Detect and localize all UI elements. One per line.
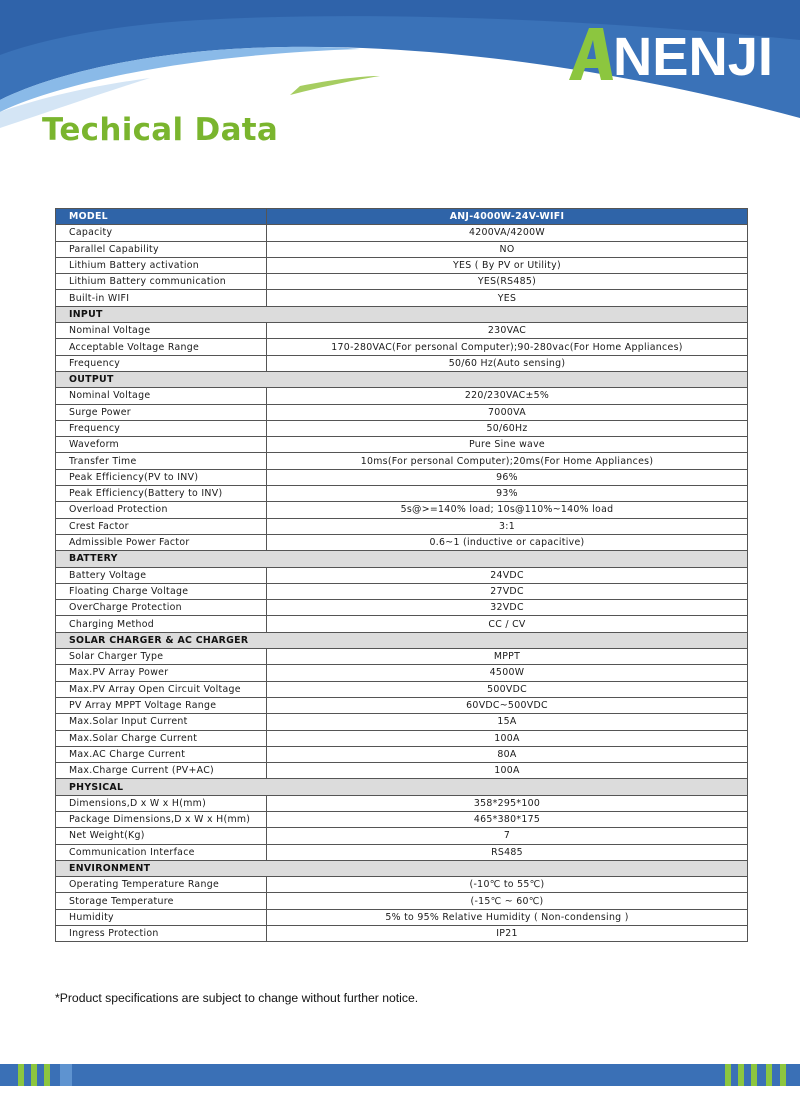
spec-value: 4200VA/4200W (267, 225, 748, 241)
spec-value: 32VDC (267, 600, 748, 616)
spec-row (56, 241, 748, 257)
spec-row (56, 877, 748, 893)
anenji-logo (569, 28, 775, 80)
spec-label: Charging Method (56, 616, 267, 632)
spec-value: 10ms(For personal Computer);20ms(For Home Appliances) (267, 453, 748, 469)
spec-label: Max.PV Array Power (56, 665, 267, 681)
section-title: PHYSICAL (56, 779, 748, 795)
section-header-row (56, 371, 748, 387)
spec-label: Operating Temperature Range (56, 877, 267, 893)
spec-value: (-15℃ ~ 60℃) (267, 893, 748, 909)
spec-row (56, 926, 748, 942)
spec-row (56, 437, 748, 453)
spec-row (56, 681, 748, 697)
page-title: Techical Data (42, 112, 279, 148)
spec-value: 220/230VAC±5% (267, 388, 748, 404)
section-title: SOLAR CHARGER & AC CHARGER (56, 632, 748, 648)
spec-row (56, 844, 748, 860)
model-value: ANJ-4000W-24V-WIFI (267, 209, 748, 225)
spec-row (56, 649, 748, 665)
spec-value: 60VDC~500VDC (267, 697, 748, 713)
spec-label: Transfer Time (56, 453, 267, 469)
spec-value: 100A (267, 730, 748, 746)
section-header-row (56, 860, 748, 876)
spec-row (56, 811, 748, 827)
spec-row (56, 534, 748, 550)
spec-row (56, 730, 748, 746)
spec-label: Package Dimensions,D x W x H(mm) (56, 811, 267, 827)
spec-value: 170-280VAC(For personal Computer);90-280vac(For Home Appliances) (267, 339, 748, 355)
spec-label: Crest Factor (56, 518, 267, 534)
spec-label: Humidity (56, 909, 267, 925)
spec-row (56, 600, 748, 616)
spec-label: Surge Power (56, 404, 267, 420)
spec-label: Max.Solar Charge Current (56, 730, 267, 746)
spec-row (56, 714, 748, 730)
spec-row (56, 469, 748, 485)
section-header-row (56, 632, 748, 648)
spec-row (56, 225, 748, 241)
spec-label: Peak Efficiency(PV to INV) (56, 469, 267, 485)
footer-band (0, 1064, 800, 1086)
spec-label: Nominal Voltage (56, 323, 267, 339)
spec-row (56, 665, 748, 681)
spec-label: Built-in WIFI (56, 290, 267, 306)
spec-label: Ingress Protection (56, 926, 267, 942)
spec-label: Admissible Power Factor (56, 534, 267, 550)
section-title: INPUT (56, 306, 748, 322)
spec-value: 7 (267, 828, 748, 844)
spec-value: 500VDC (267, 681, 748, 697)
spec-value: 50/60Hz (267, 420, 748, 436)
section-header-row (56, 779, 748, 795)
spec-label: Lithium Battery activation (56, 257, 267, 273)
spec-label: Battery Voltage (56, 567, 267, 583)
spec-row (56, 567, 748, 583)
spec-row (56, 763, 748, 779)
spec-row (56, 339, 748, 355)
spec-label: Parallel Capability (56, 241, 267, 257)
spec-value: 24VDC (267, 567, 748, 583)
spec-value: 93% (267, 486, 748, 502)
spec-row (56, 697, 748, 713)
spec-row (56, 616, 748, 632)
spec-value: 5% to 95% Relative Humidity ( Non-condensing ) (267, 909, 748, 925)
spec-value: 5s@>=140% load; 10s@110%~140% load (267, 502, 748, 518)
spec-row (56, 502, 748, 518)
footnote: *Product specifications are subject to change without further notice. (55, 991, 419, 1005)
spec-value: 0.6~1 (inductive or capacitive) (267, 534, 748, 550)
spec-value: 7000VA (267, 404, 748, 420)
spec-label: Communication Interface (56, 844, 267, 860)
spec-value: NO (267, 241, 748, 257)
section-title: ENVIRONMENT (56, 860, 748, 876)
spec-row (56, 746, 748, 762)
spec-label: PV Array MPPT Voltage Range (56, 697, 267, 713)
spec-label: Nominal Voltage (56, 388, 267, 404)
spec-row (56, 420, 748, 436)
spec-value: MPPT (267, 649, 748, 665)
spec-value: 230VAC (267, 323, 748, 339)
section-header-row (56, 551, 748, 567)
spec-row (56, 388, 748, 404)
spec-row (56, 404, 748, 420)
spec-label: Waveform (56, 437, 267, 453)
spec-table (55, 208, 748, 942)
spec-label: Overload Protection (56, 502, 267, 518)
spec-label: MODEL (56, 209, 267, 225)
spec-label: Lithium Battery communication (56, 274, 267, 290)
spec-value: 27VDC (267, 583, 748, 599)
spec-label: Floating Charge Voltage (56, 583, 267, 599)
spec-value: 80A (267, 746, 748, 762)
spec-value: RS485 (267, 844, 748, 860)
spec-value: IP21 (267, 926, 748, 942)
spec-label: Max.Charge Current (PV+AC) (56, 763, 267, 779)
spec-label: Max.AC Charge Current (56, 746, 267, 762)
spec-label: Frequency (56, 355, 267, 371)
spec-row (56, 257, 748, 273)
section-title: BATTERY (56, 551, 748, 567)
spec-value: 96% (267, 469, 748, 485)
spec-row (56, 795, 748, 811)
spec-label: Net Weight(Kg) (56, 828, 267, 844)
spec-row (56, 486, 748, 502)
spec-row (56, 893, 748, 909)
spec-label: Acceptable Voltage Range (56, 339, 267, 355)
spec-label: Capacity (56, 225, 267, 241)
spec-row (56, 909, 748, 925)
spec-value: 465*380*175 (267, 811, 748, 827)
model-row (56, 209, 748, 225)
spec-row (56, 274, 748, 290)
spec-label: Peak Efficiency(Battery to INV) (56, 486, 267, 502)
svg-text:NENJI: NENJI (613, 28, 773, 80)
spec-label: Solar Charger Type (56, 649, 267, 665)
spec-label: Storage Temperature (56, 893, 267, 909)
spec-value: YES(RS485) (267, 274, 748, 290)
spec-value: YES ( By PV or Utility) (267, 257, 748, 273)
spec-value: 100A (267, 763, 748, 779)
spec-row (56, 828, 748, 844)
spec-value: (-10℃ to 55℃) (267, 877, 748, 893)
section-header-row (56, 306, 748, 322)
spec-label: Frequency (56, 420, 267, 436)
spec-row (56, 323, 748, 339)
spec-row (56, 583, 748, 599)
spec-row (56, 518, 748, 534)
spec-label: Max.PV Array Open Circuit Voltage (56, 681, 267, 697)
spec-value: YES (267, 290, 748, 306)
spec-value: Pure Sine wave (267, 437, 748, 453)
section-title: OUTPUT (56, 371, 748, 387)
spec-value: 3:1 (267, 518, 748, 534)
spec-label: OverCharge Protection (56, 600, 267, 616)
spec-row (56, 355, 748, 371)
spec-label: Max.Solar Input Current (56, 714, 267, 730)
spec-value: 50/60 Hz(Auto sensing) (267, 355, 748, 371)
spec-value: 4500W (267, 665, 748, 681)
spec-value: 15A (267, 714, 748, 730)
spec-label: Dimensions,D x W x H(mm) (56, 795, 267, 811)
spec-value: 358*295*100 (267, 795, 748, 811)
spec-row (56, 290, 748, 306)
spec-value: CC / CV (267, 616, 748, 632)
spec-row (56, 453, 748, 469)
